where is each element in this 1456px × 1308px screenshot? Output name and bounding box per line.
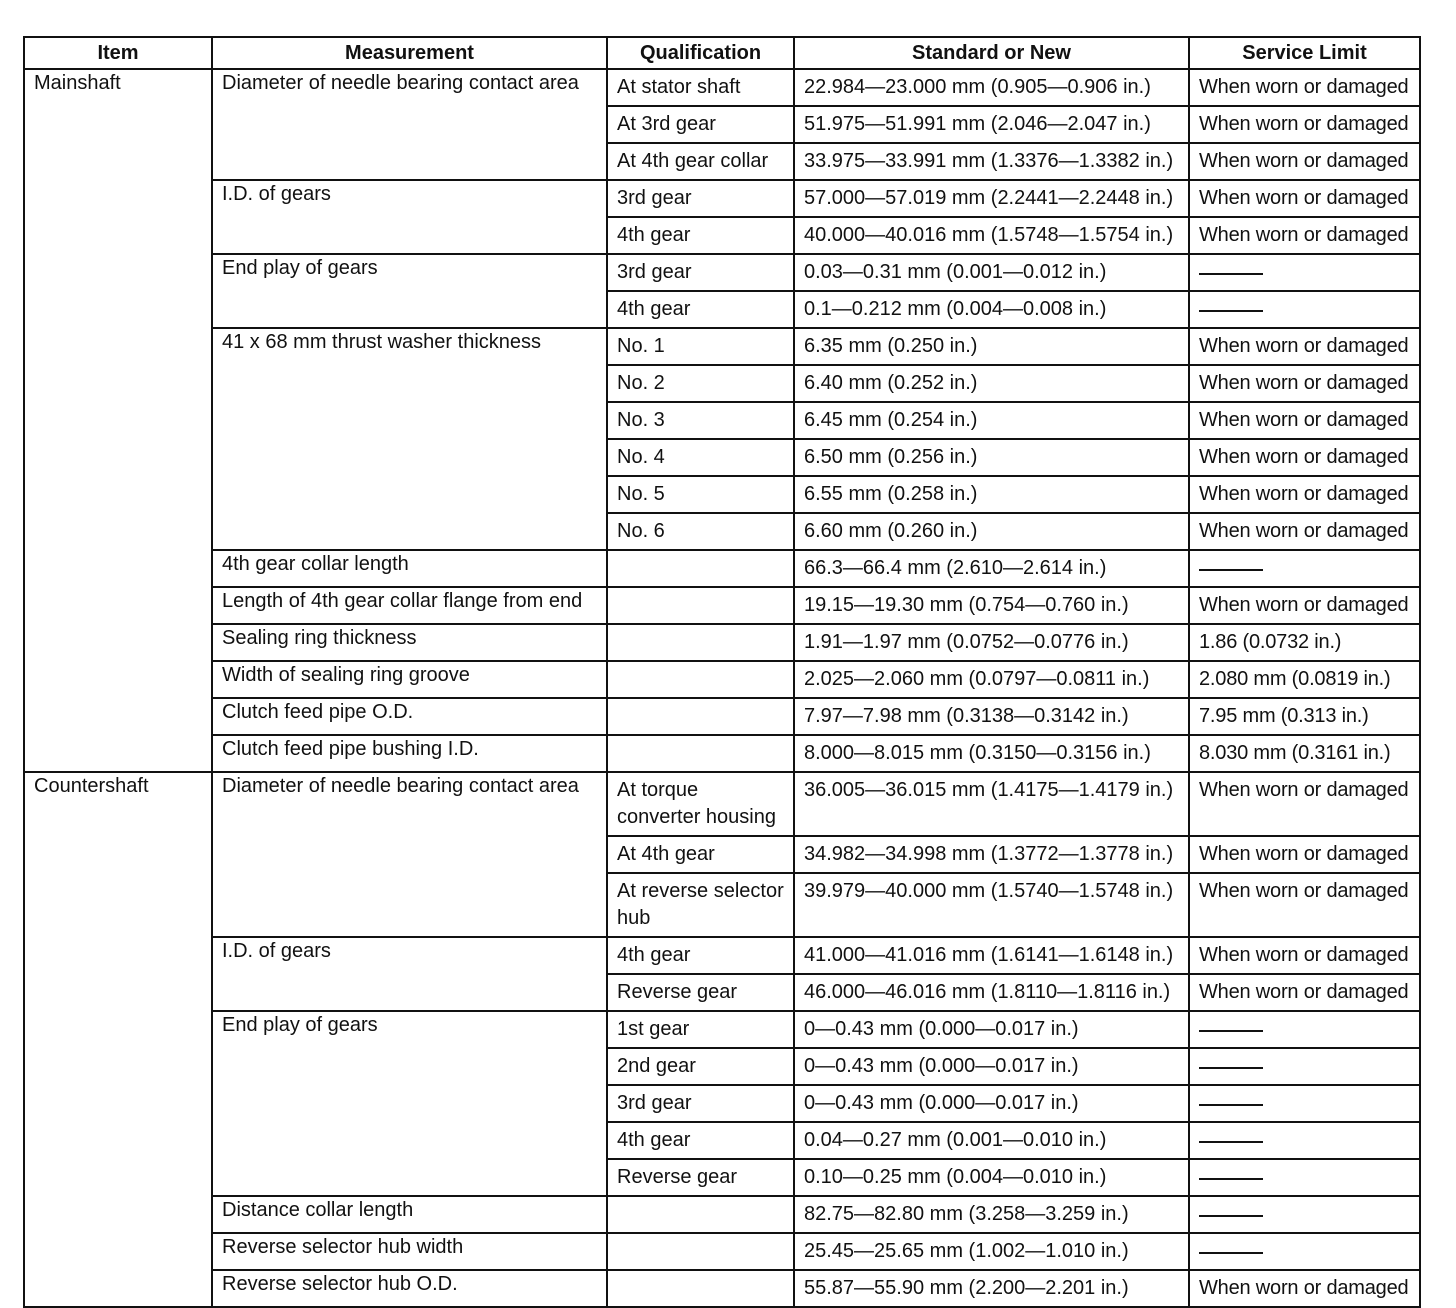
service-limit-cell: 8.030 mm (0.3161 in.) xyxy=(1189,735,1420,772)
measurement-cell: I.D. of gears xyxy=(212,180,607,254)
measurement-cell: Width of sealing ring groove xyxy=(212,661,607,698)
service-limit-cell: When worn or damaged xyxy=(1189,476,1420,513)
header-measurement: Measurement xyxy=(212,37,607,69)
standard-cell: 55.87—55.90 mm (2.200—2.201 in.) xyxy=(794,1270,1189,1307)
no-limit-dash xyxy=(1199,1030,1263,1032)
measurement-cell: 4th gear collar length xyxy=(212,550,607,587)
measurement-cell: End play of gears xyxy=(212,1011,607,1196)
qualification-cell: 3rd gear xyxy=(607,254,794,291)
qualification-cell: At 4th gear xyxy=(607,836,794,873)
no-limit-dash xyxy=(1199,1067,1263,1069)
spec-body xyxy=(24,69,1420,1307)
standard-cell: 2.025—2.060 mm (0.0797—0.0811 in.) xyxy=(794,661,1189,698)
item-cell: Countershaft xyxy=(24,772,212,1307)
no-limit-dash xyxy=(1199,1141,1263,1143)
standard-cell: 41.000—41.016 mm (1.6141—1.6148 in.) xyxy=(794,937,1189,974)
qualification-cell: No. 3 xyxy=(607,402,794,439)
standard-cell: 6.55 mm (0.258 in.) xyxy=(794,476,1189,513)
qualification-cell xyxy=(607,735,794,772)
measurement-cell: I.D. of gears xyxy=(212,937,607,1011)
service-limit-cell xyxy=(1189,1196,1420,1233)
standard-cell: 66.3—66.4 mm (2.610—2.614 in.) xyxy=(794,550,1189,587)
measurement-cell: End play of gears xyxy=(212,254,607,328)
service-limit-cell xyxy=(1189,1233,1420,1270)
standard-cell: 6.45 mm (0.254 in.) xyxy=(794,402,1189,439)
qualification-cell: At 4th gear collar xyxy=(607,143,794,180)
qualification-cell: No. 1 xyxy=(607,328,794,365)
table-row xyxy=(24,550,1420,587)
service-limit-cell: When worn or damaged xyxy=(1189,937,1420,974)
standard-cell: 1.91—1.97 mm (0.0752—0.0776 in.) xyxy=(794,624,1189,661)
measurement-cell: Clutch feed pipe bushing I.D. xyxy=(212,735,607,772)
qualification-cell: 1st gear xyxy=(607,1011,794,1048)
qualification-cell: At torque converter housing xyxy=(607,772,794,836)
standard-cell: 25.45—25.65 mm (1.002—1.010 in.) xyxy=(794,1233,1189,1270)
qualification-cell: Reverse gear xyxy=(607,974,794,1011)
service-limit-cell: When worn or damaged xyxy=(1189,69,1420,106)
service-limit-cell: When worn or damaged xyxy=(1189,836,1420,873)
service-limit-cell: When worn or damaged xyxy=(1189,587,1420,624)
service-limit-cell: When worn or damaged xyxy=(1189,143,1420,180)
table-row xyxy=(24,772,1420,836)
service-limit-cell: When worn or damaged xyxy=(1189,873,1420,937)
item-cell: Mainshaft xyxy=(24,69,212,772)
standard-cell: 6.60 mm (0.260 in.) xyxy=(794,513,1189,550)
measurement-cell: Diameter of needle bearing contact area xyxy=(212,69,607,180)
no-limit-dash xyxy=(1199,1178,1263,1180)
header-standard: Standard or New xyxy=(794,37,1189,69)
header-service-limit: Service Limit xyxy=(1189,37,1420,69)
standard-cell: 7.97—7.98 mm (0.3138—0.3142 in.) xyxy=(794,698,1189,735)
standard-cell: 19.15—19.30 mm (0.754—0.760 in.) xyxy=(794,587,1189,624)
service-limit-cell xyxy=(1189,291,1420,328)
service-limit-cell: When worn or damaged xyxy=(1189,402,1420,439)
qualification-cell: 4th gear xyxy=(607,937,794,974)
qualification-cell: At 3rd gear xyxy=(607,106,794,143)
measurement-cell: Sealing ring thickness xyxy=(212,624,607,661)
standard-cell: 22.984—23.000 mm (0.905—0.906 in.) xyxy=(794,69,1189,106)
qualification-cell xyxy=(607,1196,794,1233)
measurement-cell: Length of 4th gear collar flange from end xyxy=(212,587,607,624)
qualification-cell xyxy=(607,587,794,624)
qualification-cell: No. 2 xyxy=(607,365,794,402)
qualification-cell: 3rd gear xyxy=(607,180,794,217)
table-row xyxy=(24,1196,1420,1233)
standard-cell: 34.982—34.998 mm (1.3772—1.3778 in.) xyxy=(794,836,1189,873)
service-limit-cell: 7.95 mm (0.313 in.) xyxy=(1189,698,1420,735)
no-limit-dash xyxy=(1199,1215,1263,1217)
service-limit-cell: 1.86 (0.0732 in.) xyxy=(1189,624,1420,661)
service-limit-cell xyxy=(1189,1122,1420,1159)
qualification-cell: 4th gear xyxy=(607,1122,794,1159)
standard-cell: 57.000—57.019 mm (2.2441—2.2448 in.) xyxy=(794,180,1189,217)
header-item: Item xyxy=(24,37,212,69)
qualification-cell xyxy=(607,1233,794,1270)
measurement-cell: 41 x 68 mm thrust washer thickness xyxy=(212,328,607,550)
service-limit-cell: When worn or damaged xyxy=(1189,217,1420,254)
table-row xyxy=(24,254,1420,291)
qualification-cell: 4th gear xyxy=(607,217,794,254)
qualification-cell xyxy=(607,698,794,735)
table-row xyxy=(24,180,1420,217)
standard-cell: 82.75—82.80 mm (3.258—3.259 in.) xyxy=(794,1196,1189,1233)
service-limit-cell: When worn or damaged xyxy=(1189,365,1420,402)
service-limit-cell xyxy=(1189,550,1420,587)
measurement-cell: Reverse selector hub O.D. xyxy=(212,1270,607,1307)
table-row xyxy=(24,698,1420,735)
service-limit-cell xyxy=(1189,1159,1420,1196)
standard-cell: 6.35 mm (0.250 in.) xyxy=(794,328,1189,365)
table-row xyxy=(24,69,1420,106)
qualification-cell: No. 4 xyxy=(607,439,794,476)
service-limit-cell: When worn or damaged xyxy=(1189,439,1420,476)
service-limit-cell: When worn or damaged xyxy=(1189,328,1420,365)
standard-cell: 46.000—46.016 mm (1.8110—1.8116 in.) xyxy=(794,974,1189,1011)
qualification-cell xyxy=(607,661,794,698)
qualification-cell xyxy=(607,1270,794,1307)
service-limit-cell: When worn or damaged xyxy=(1189,772,1420,836)
table-row xyxy=(24,1233,1420,1270)
table-row xyxy=(24,1270,1420,1307)
service-limit-cell: When worn or damaged xyxy=(1189,1270,1420,1307)
service-limit-cell xyxy=(1189,1048,1420,1085)
measurement-cell: Clutch feed pipe O.D. xyxy=(212,698,607,735)
standard-cell: 0—0.43 mm (0.000—0.017 in.) xyxy=(794,1011,1189,1048)
service-limit-cell: When worn or damaged xyxy=(1189,974,1420,1011)
measurement-cell: Diameter of needle bearing contact area xyxy=(212,772,607,937)
table-row xyxy=(24,1011,1420,1048)
table-row xyxy=(24,661,1420,698)
no-limit-dash xyxy=(1199,273,1263,275)
qualification-cell: At stator shaft xyxy=(607,69,794,106)
standard-cell: 6.50 mm (0.256 in.) xyxy=(794,439,1189,476)
qualification-cell: No. 6 xyxy=(607,513,794,550)
standard-cell: 0.10—0.25 mm (0.004—0.010 in.) xyxy=(794,1159,1189,1196)
measurement-cell: Reverse selector hub width xyxy=(212,1233,607,1270)
qualification-cell: No. 5 xyxy=(607,476,794,513)
standard-cell: 0.03—0.31 mm (0.001—0.012 in.) xyxy=(794,254,1189,291)
table-row xyxy=(24,937,1420,974)
spec-table xyxy=(23,36,1421,1308)
table-row xyxy=(24,624,1420,661)
qualification-cell: 3rd gear xyxy=(607,1085,794,1122)
standard-cell: 51.975—51.991 mm (2.046—2.047 in.) xyxy=(794,106,1189,143)
table-row xyxy=(24,587,1420,624)
service-limit-cell: When worn or damaged xyxy=(1189,513,1420,550)
standard-cell: 36.005—36.015 mm (1.4175—1.4179 in.) xyxy=(794,772,1189,836)
service-limit-cell xyxy=(1189,254,1420,291)
table-row xyxy=(24,328,1420,365)
qualification-cell: Reverse gear xyxy=(607,1159,794,1196)
standard-cell: 0.1—0.212 mm (0.004—0.008 in.) xyxy=(794,291,1189,328)
service-limit-cell: When worn or damaged xyxy=(1189,180,1420,217)
service-limit-cell xyxy=(1189,1011,1420,1048)
header-qualification: Qualification xyxy=(607,37,794,69)
service-limit-cell: 2.080 mm (0.0819 in.) xyxy=(1189,661,1420,698)
header-row xyxy=(24,37,1420,69)
standard-cell: 6.40 mm (0.252 in.) xyxy=(794,365,1189,402)
standard-cell: 0.04—0.27 mm (0.001—0.010 in.) xyxy=(794,1122,1189,1159)
no-limit-dash xyxy=(1199,1104,1263,1106)
service-limit-cell xyxy=(1189,1085,1420,1122)
standard-cell: 33.975—33.991 mm (1.3376—1.3382 in.) xyxy=(794,143,1189,180)
no-limit-dash xyxy=(1199,569,1263,571)
measurement-cell: Distance collar length xyxy=(212,1196,607,1233)
table-row xyxy=(24,735,1420,772)
standard-cell: 40.000—40.016 mm (1.5748—1.5754 in.) xyxy=(794,217,1189,254)
no-limit-dash xyxy=(1199,310,1263,312)
no-limit-dash xyxy=(1199,1252,1263,1254)
qualification-cell xyxy=(607,624,794,661)
standard-cell: 0—0.43 mm (0.000—0.017 in.) xyxy=(794,1048,1189,1085)
qualification-cell: 2nd gear xyxy=(607,1048,794,1085)
qualification-cell: At reverse selector hub xyxy=(607,873,794,937)
service-limit-cell: When worn or damaged xyxy=(1189,106,1420,143)
standard-cell: 39.979—40.000 mm (1.5740—1.5748 in.) xyxy=(794,873,1189,937)
qualification-cell xyxy=(607,550,794,587)
qualification-cell: 4th gear xyxy=(607,291,794,328)
standard-cell: 8.000—8.015 mm (0.3150—0.3156 in.) xyxy=(794,735,1189,772)
standard-cell: 0—0.43 mm (0.000—0.017 in.) xyxy=(794,1085,1189,1122)
